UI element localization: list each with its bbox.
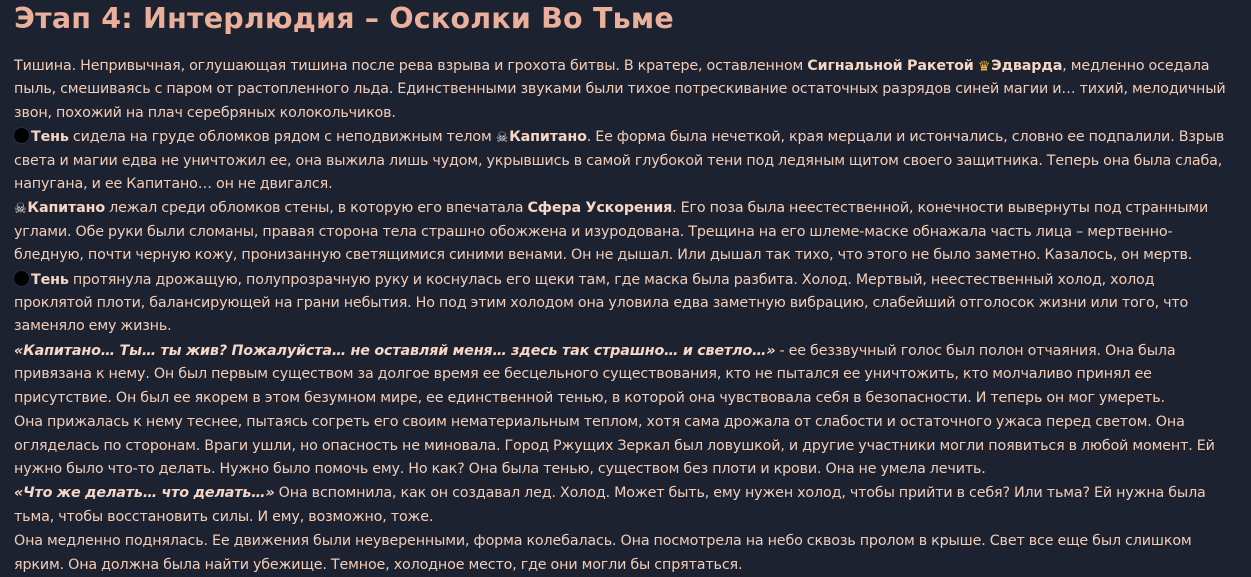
text: Тишина. Непривычная, оглушающая тишина после рева взрыва и грохота битвы. В кратере, оставленном [14, 58, 808, 74]
character-name: Тень [31, 129, 69, 146]
character-name: Капитано [509, 129, 587, 146]
text: Она прижалась к нему теснее, пытаясь согреть его своим нематериальным теплом, хотя сама дрожала от слабости и остаточного ужаса перед светом. Она огляделась по сторонам. Враги ушли, но опасность не миновала. Город Ржущих Зеркал был ловушкой, и другие участники могли появиться в любой момент. Ей нужно было что-то делать. Нужно было помочь ему. Но как? Она была тенью, существом без плоти и крови. Она не умела лечить. [14, 414, 1215, 477]
text: Она вспомнила, как он создавал лед. Холод. Может быть, ему нужен холод, чтобы прийти в себя? Или тьма? Ей нужна была тьма, чтобы восстановить силы. И ему, возможно, тоже. [14, 485, 1206, 525]
skull-icon: ☠ [14, 201, 27, 218]
item-name: Сигнальной Ракетой [807, 58, 974, 74]
speech-quote: «Что же делать… что делать…» [14, 485, 275, 502]
black-circle-icon [14, 271, 29, 286]
paragraph-5 [14, 340, 1237, 410]
text: протянула дрожащую, полупрозрачную руку и коснулась его щеки там, где маска была разбита. Холод. Мертвый, неестественный холод, холод проклятой плоти, балансирующей на грани небытия. Но под этим холодом она уловила едва заметную вибрацию, слабейший отголосок жизни или того, что заменяло ему жизнь. [14, 271, 1189, 335]
paragraph-4 [14, 269, 1237, 339]
text: . Его поза была неестественной, конечности вывернуты под странными углами. Обе руки были сломаны, правая сторона тела страшно обожжена и изуродована. Трещина на его шлеме-маске обнажала часть лица – мертвенно-бледную, почти черную кожу, пронизанную светящимися синими венами. Он не дышал. Или дышал так тихо, что этого не было заметно. Казалось, он мертв. [14, 200, 1209, 264]
paragraph-6 [14, 411, 1237, 481]
paragraph-8 [14, 530, 1237, 577]
skull-icon: ☠ [495, 130, 509, 147]
paragraph-3 [14, 197, 1237, 267]
text: сидела на груде обломков рядом с неподвижным телом [68, 129, 496, 146]
character-name: Капитано [27, 200, 106, 217]
story-body [14, 55, 1237, 577]
character-name: Тень [31, 271, 69, 288]
text: . Ее форма была нечеткой, края мерцали и истончались, словно ее подпалили. Взрыв света и магии едва не уничтожил ее, она выжила лишь чудом, укрывшись в самой глубокой тени под ледяным щитом своего защитника. Теперь она была слаба, напугана, и ее Капитано… он не двигался. [14, 129, 1225, 193]
page-title: Этап 4: Интерлюдия – Осколки Во Тьме [14, 2, 674, 35]
text: лежал среди обломков стены, в которую его впечатала [105, 200, 528, 217]
text: - ее беззвучный голос был полон отчаяния. Она была привязана к нему. Он был первым существом за долгое время ее бесцельного существования, кто не пытался ее уничтожить, кто молчаливо принял ее присутствие. Он был ее якорем в этом безумном мире, ее единственной тенью, в которой она чувствовала себя в безопасности. И теперь он мог умереть. [14, 342, 1176, 406]
text: Она медленно поднялась. Ее движения были неуверенными, форма колебалась. Она посмотрела на небо сквозь пролом в крыше. Свет все еще был слишком ярким. Она должна была найти убежище. Темное, холодное место, где они могли бы спрятаться. [14, 533, 1192, 573]
speech-quote: «Капитано… Ты… ты жив? Пожалуйста… не оставляй меня… здесь так страшно… и светло…» [14, 342, 776, 359]
text: , медленно оседала пыль, смешиваясь с паром от растопленного льда. Единственными звуками были тихое потрескивание остаточных разрядов синей магии и… тихий, мелодичный звон, похожий на плач серебряных колокольчиков. [14, 58, 1226, 121]
paragraph-2 [14, 126, 1237, 196]
crown-icon: ♛ [977, 59, 991, 75]
black-circle-icon [14, 128, 29, 143]
character-name: Эдварда [991, 58, 1063, 74]
paragraph-7 [14, 482, 1237, 529]
paragraph-1 [14, 55, 1237, 125]
item-name: Сфера Ускорения [527, 200, 673, 217]
